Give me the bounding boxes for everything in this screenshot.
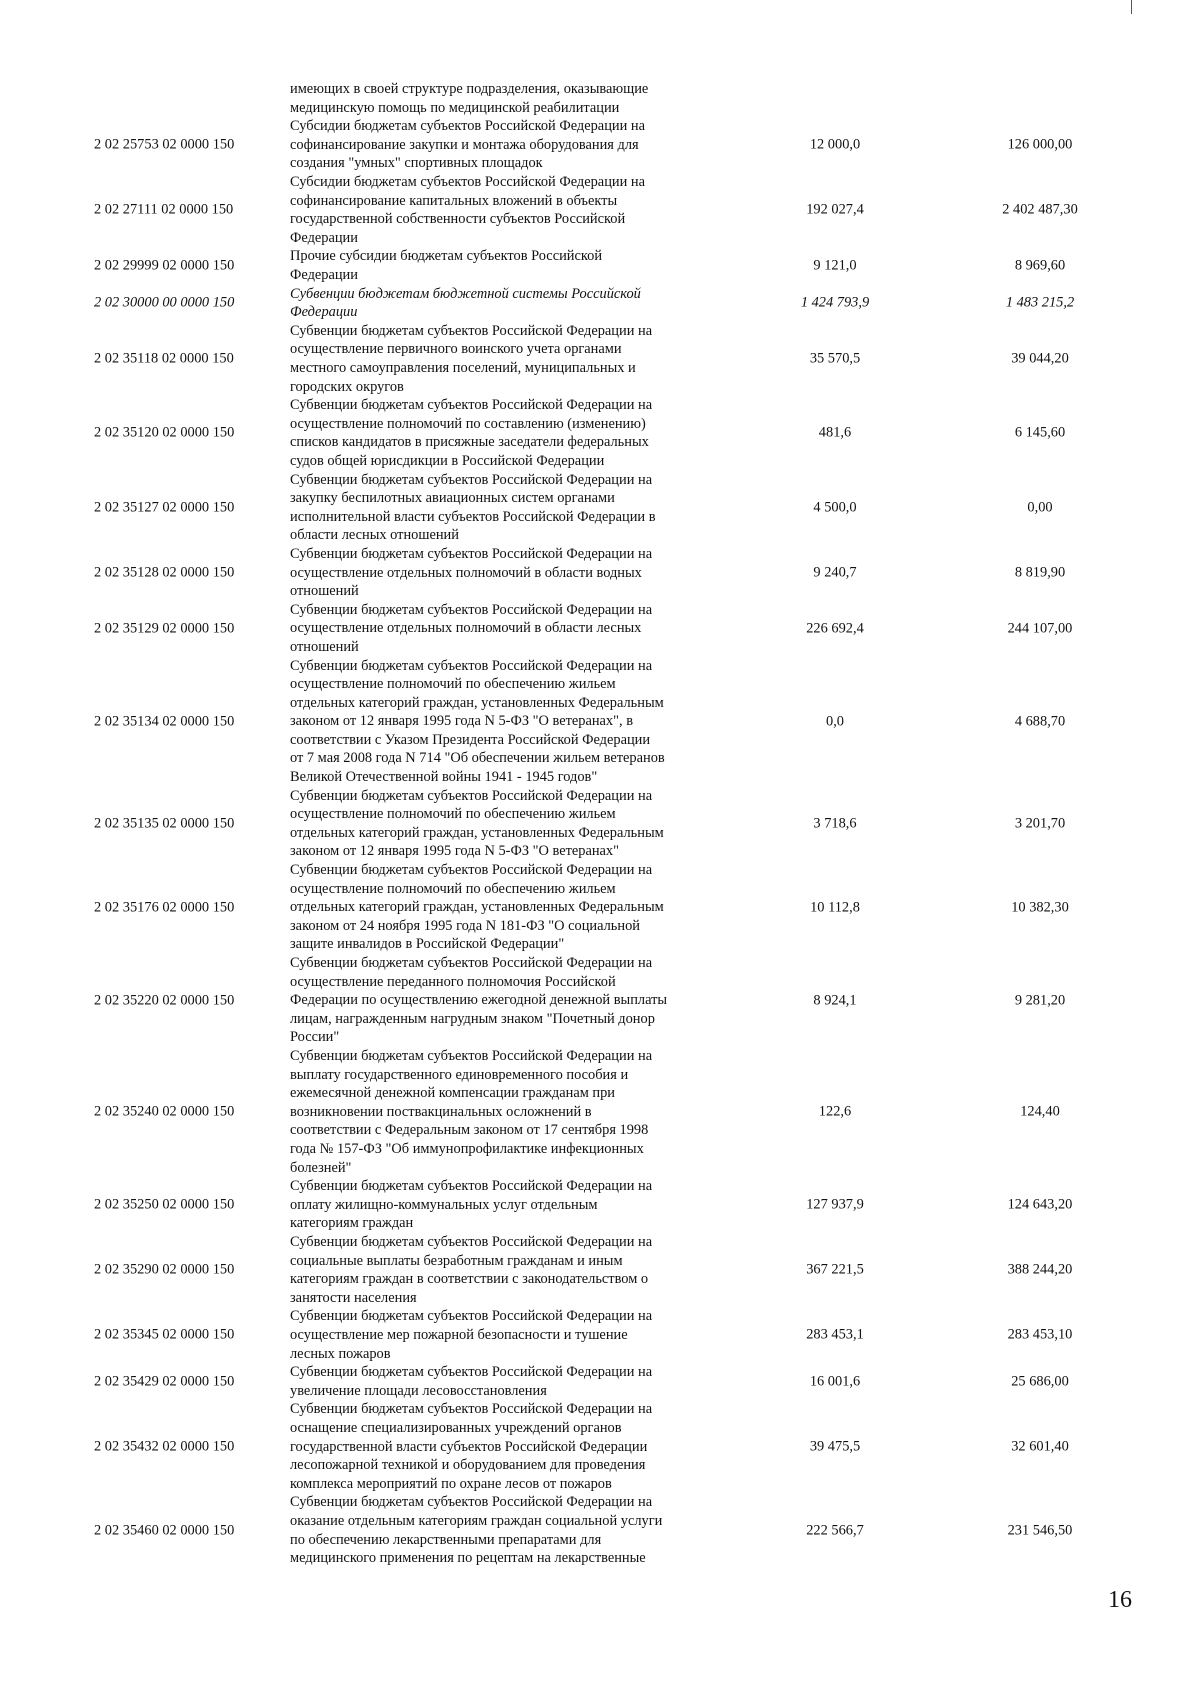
row-description (290, 657, 720, 787)
description-line: медицинского применения по рецептам на лекарственные (290, 1550, 646, 1567)
description-line: местного самоуправления поселений, муниципальных и (290, 359, 636, 376)
budget-code: 2 02 25753 02 0000 150 (94, 136, 235, 153)
value-column-1: 12 000,0 (809, 136, 861, 153)
value-column-2: 32 601,40 (1011, 1438, 1069, 1455)
value-column-1: 127 937,9 (806, 1196, 864, 1213)
row-description (290, 601, 720, 657)
description-line: списков кандидатов в присяжные заседатели федеральных (290, 434, 649, 451)
table-row (0, 545, 1200, 601)
row-description (290, 545, 720, 601)
description-line: защите инвалидов в Российской Федерации" (290, 936, 565, 953)
table-row (0, 954, 1200, 1047)
description-line: соответствии с Федеральным законом от 17 сентября 1998 (290, 1122, 649, 1139)
page-number: 16 (1108, 1587, 1132, 1613)
value-column-2: 126 000,00 (1007, 136, 1073, 153)
description-line: болезней" (290, 1159, 352, 1176)
description-line: Субвенции бюджетам субъектов Российской Федерации на (290, 397, 653, 414)
row-description (290, 173, 720, 247)
description-line: Субвенции бюджетам субъектов Российской Федерации на (290, 1308, 653, 1325)
corner-tick (1131, 0, 1132, 14)
value-column-2: 388 244,20 (1007, 1261, 1073, 1278)
description-line: Федерации (290, 229, 358, 246)
description-line: Субвенции бюджетам субъектов Российской Федерации на (290, 862, 653, 879)
description-line: категориям граждан в соответствии с законодательством о (290, 1271, 649, 1288)
table-row (0, 1233, 1200, 1307)
value-column-1: 8 924,1 (813, 992, 857, 1009)
table-row (0, 601, 1200, 657)
description-line: отдельных категорий граждан, установленных Федеральным (290, 899, 664, 916)
table-row (0, 1493, 1200, 1567)
budget-code: 2 02 35120 02 0000 150 (94, 425, 235, 442)
description-line: осуществление отдельных полномочий в области водных (290, 564, 642, 581)
description-line: оснащение специализированных учреждений органов (290, 1420, 622, 1437)
budget-code: 2 02 35135 02 0000 150 (94, 815, 235, 832)
description-line: Субсидии бюджетам субъектов Российской Федерации на (290, 118, 645, 135)
budget-code: 2 02 35429 02 0000 150 (94, 1373, 235, 1390)
value-column-2: 39 044,20 (1011, 350, 1069, 367)
row-description (290, 322, 720, 396)
description-line: законом от 12 января 1995 года N 5-ФЗ "О ветеранах", в (290, 713, 633, 730)
budget-code: 2 02 35290 02 0000 150 (94, 1261, 235, 1278)
description-line: отдельных категорий граждан, установленных Федеральным (290, 694, 664, 711)
description-line: создания "умных" спортивных площадок (290, 155, 543, 172)
description-line: России" (290, 1029, 340, 1046)
budget-code: 2 02 35432 02 0000 150 (94, 1438, 235, 1455)
budget-code: 2 02 29999 02 0000 150 (94, 257, 235, 274)
value-column-2: 10 382,30 (1011, 899, 1069, 916)
description-line: Федерации (290, 266, 358, 283)
budget-table (0, 80, 1200, 1568)
value-column-1: 10 112,8 (810, 899, 860, 916)
description-line: осуществление полномочий по обеспечению жильем (290, 806, 616, 823)
value-column-1: 283 453,1 (806, 1327, 864, 1344)
description-line: Субвенции бюджетам субъектов Российской Федерации на (290, 1494, 653, 1511)
description-line: софинансирование закупки и монтажа оборудования для (290, 136, 639, 153)
description-line: области лесных отношений (290, 527, 459, 544)
row-description (290, 861, 720, 954)
value-column-1: 192 027,4 (806, 201, 864, 218)
description-line: Субвенции бюджетам субъектов Российской Федерации на (290, 657, 653, 674)
value-column-1: 39 475,5 (809, 1438, 861, 1455)
value-column-2: 231 546,50 (1007, 1522, 1073, 1539)
description-line: законом от 24 ноября 1995 года N 181-ФЗ "О социальной (290, 917, 640, 934)
description-line: увеличение площади лесовосстановления (290, 1382, 547, 1399)
budget-code: 2 02 30000 00 0000 150 (94, 294, 235, 311)
row-description (290, 1400, 720, 1493)
value-column-2: 124 643,20 (1007, 1196, 1073, 1213)
value-column-1: 35 570,5 (809, 350, 861, 367)
description-line: ежемесячной денежной компенсации гражданам при (290, 1085, 616, 1102)
description-line: Субвенции бюджетам субъектов Российской Федерации на (290, 322, 653, 339)
row-description (290, 80, 720, 117)
description-line: соответствии с Указом Президента Российской Федерации (290, 731, 651, 748)
value-column-2: 124,40 (1020, 1103, 1060, 1120)
budget-code: 2 02 35176 02 0000 150 (94, 899, 235, 916)
table-row (0, 285, 1200, 322)
value-column-1: 226 692,4 (806, 620, 864, 637)
value-column-1: 367 221,5 (806, 1261, 864, 1278)
description-line: осуществление полномочий по обеспечению жильем (290, 880, 616, 897)
table-row (0, 1400, 1200, 1493)
description-line: Федерации по осуществлению ежегодной денежной выплаты (290, 992, 668, 1009)
description-line: лицам, награжденным нагрудным знаком "Почетный донор (290, 1010, 655, 1027)
table-row (0, 657, 1200, 787)
description-line: государственной собственности субъектов Российской (290, 211, 626, 228)
description-line: социальные выплаты безработным гражданам и иным (290, 1252, 623, 1269)
value-column-2: 283 453,10 (1007, 1327, 1073, 1344)
value-column-2: 244 107,00 (1007, 620, 1073, 637)
description-line: оказание отдельным категориям граждан социальной услуги (290, 1513, 663, 1530)
description-line: Субвенции бюджетам субъектов Российской Федерации на (290, 1401, 653, 1418)
description-line: выплату государственного единовременного пособия и (290, 1066, 629, 1083)
table-row (0, 861, 1200, 954)
description-line: отдельных категорий граждан, установленных Федеральным (290, 824, 664, 841)
value-column-1: 481,6 (818, 425, 852, 442)
value-column-2: 9 281,20 (1014, 992, 1066, 1009)
value-column-2: 2 402 487,30 (1002, 201, 1078, 218)
description-line: комплекса мероприятий по охране лесов от пожаров (290, 1475, 612, 1492)
value-column-2: 4 688,70 (1014, 713, 1066, 730)
row-description (290, 396, 720, 470)
budget-code: 2 02 35240 02 0000 150 (94, 1103, 235, 1120)
row-description (290, 1493, 720, 1567)
budget-code: 2 02 35250 02 0000 150 (94, 1196, 235, 1213)
description-line: Субвенции бюджетам субъектов Российской Федерации на (290, 1234, 653, 1251)
row-description (290, 117, 720, 173)
description-line: оплату жилищно-коммунальных услуг отдельным (290, 1196, 598, 1213)
row-description (290, 1233, 720, 1307)
budget-code: 2 02 35128 02 0000 150 (94, 564, 235, 581)
description-line: от 7 мая 2008 года N 714 "Об обеспечении жильем ветеранов (290, 750, 665, 767)
row-description (290, 1363, 720, 1400)
budget-code: 2 02 35220 02 0000 150 (94, 992, 235, 1009)
description-line: Субвенции бюджетам субъектов Российской Федерации на (290, 1048, 653, 1065)
description-line: лесопожарной техникой и оборудованием для проведения (290, 1457, 646, 1474)
description-line: осуществление полномочий по обеспечению жильем (290, 676, 616, 693)
row-description (290, 1177, 720, 1233)
description-line: Субвенции бюджетам субъектов Российской Федерации на (290, 955, 653, 972)
table-row (0, 471, 1200, 545)
description-line: городских округов (290, 378, 404, 395)
value-column-1: 222 566,7 (806, 1522, 864, 1539)
budget-code: 2 02 35118 02 0000 150 (94, 350, 234, 367)
description-line: по обеспечению лекарственными препаратами для (290, 1531, 602, 1548)
description-line: медицинскую помощь по медицинской реабилитации (290, 99, 620, 116)
value-column-2: 3 201,70 (1014, 815, 1066, 832)
table-row (0, 1307, 1200, 1363)
budget-code: 2 02 35129 02 0000 150 (94, 620, 235, 637)
description-line: Субсидии бюджетам субъектов Российской Федерации на (290, 173, 645, 190)
value-column-1: 9 121,0 (813, 257, 857, 274)
description-line: Субвенции бюджетам субъектов Российской Федерации на (290, 787, 653, 804)
description-line: софинансирование капитальных вложений в объекты (290, 192, 618, 209)
table-row (0, 1047, 1200, 1177)
table-row (0, 396, 1200, 470)
value-column-1: 0,0 (826, 713, 844, 730)
description-line: Великой Отечественной войны 1941 - 1945 годов" (290, 769, 598, 786)
description-line: Субвенции бюджетам субъектов Российской Федерации на (290, 601, 653, 618)
description-line: категориям граждан (290, 1215, 414, 1232)
description-line: отношений (290, 638, 359, 655)
row-description (290, 787, 720, 861)
description-line: имеющих в своей структуре подразделения, оказывающие (290, 81, 649, 97)
budget-code: 2 02 27111 02 0000 150 (94, 201, 234, 218)
description-line: лесных пожаров (290, 1345, 391, 1362)
value-column-2: 1 483 215,2 (1005, 294, 1075, 311)
value-column-2: 6 145,60 (1014, 425, 1066, 442)
value-column-2: 25 686,00 (1011, 1373, 1069, 1390)
value-column-1: 16 001,6 (809, 1373, 861, 1390)
description-line: года № 157-ФЗ "Об иммунопрофилактике инфекционных (290, 1141, 644, 1158)
row-description (290, 954, 720, 1047)
description-line: законом от 12 января 1995 года N 5-ФЗ "О ветеранах" (290, 843, 620, 860)
table-row (0, 247, 1200, 284)
description-line: осуществление полномочий по составлению (изменению) (290, 415, 646, 432)
description-line: Субвенции бюджетам бюджетной системы Российской (290, 285, 641, 302)
description-line: Субвенции бюджетам субъектов Российской Федерации на (290, 471, 653, 488)
description-line: осуществление переданного полномочия Российской (290, 973, 616, 990)
description-line: возникновении поствакцинальных осложнений в (290, 1103, 592, 1120)
table-row (0, 787, 1200, 861)
description-line: занятости населения (290, 1289, 417, 1306)
value-column-2: 8 969,60 (1014, 257, 1066, 274)
description-line: Федерации (290, 304, 358, 321)
value-column-1: 122,6 (818, 1103, 852, 1120)
budget-code: 2 02 35345 02 0000 150 (94, 1327, 235, 1344)
description-line: осуществление мер пожарной безопасности и тушение (290, 1327, 628, 1344)
value-column-1: 3 718,6 (813, 815, 857, 832)
description-line: исполнительной власти субъектов Российской Федерации в (290, 508, 656, 525)
description-line: осуществление первичного воинского учета органами (290, 341, 622, 358)
value-column-1: 9 240,7 (813, 564, 857, 581)
description-line: судов общей юрисдикции в Российской Федерации (290, 452, 605, 469)
budget-code: 2 02 35460 02 0000 150 (94, 1522, 235, 1539)
value-column-2: 0,00 (1027, 499, 1053, 516)
description-line: Субвенции бюджетам субъектов Российской Федерации на (290, 1364, 653, 1381)
row-description (290, 471, 720, 545)
table-row (0, 322, 1200, 396)
table-row (0, 80, 1200, 117)
value-column-1: 1 424 793,9 (800, 294, 870, 311)
description-line: закупку беспилотных авиационных систем органами (290, 490, 615, 507)
table-row (0, 117, 1200, 173)
row-description (290, 1307, 720, 1363)
description-line: Прочие субсидии бюджетам субъектов Российской (290, 248, 603, 265)
description-line: Субвенции бюджетам субъектов Российской Федерации на (290, 1178, 653, 1195)
description-line: государственной власти субъектов Российской Федерации (290, 1438, 648, 1455)
value-column-2: 8 819,90 (1014, 564, 1066, 581)
value-column-1: 4 500,0 (813, 499, 857, 516)
budget-code: 2 02 35127 02 0000 150 (94, 499, 235, 516)
description-line: осуществление отдельных полномочий в области лесных (290, 620, 642, 637)
description-line: отношений (290, 583, 359, 600)
row-description (290, 1047, 720, 1177)
row-description (290, 247, 720, 284)
description-line: Субвенции бюджетам субъектов Российской Федерации на (290, 545, 653, 562)
table-row (0, 1363, 1200, 1400)
table-row (0, 1177, 1200, 1233)
budget-code: 2 02 35134 02 0000 150 (94, 713, 235, 730)
table-row (0, 173, 1200, 247)
row-description (290, 285, 720, 322)
